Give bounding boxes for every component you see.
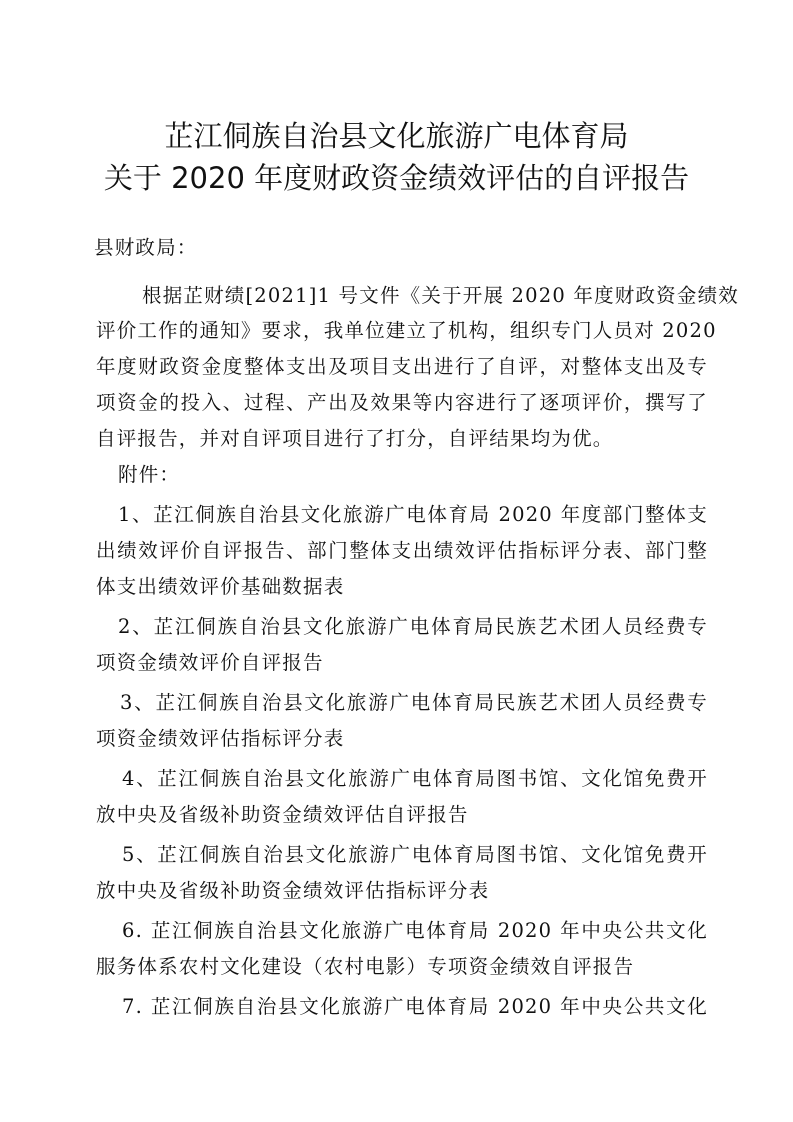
attachment-line: 项资金绩效评价自评报告 bbox=[96, 651, 324, 674]
attachment-line: 6. 芷江侗族自治县文化旅游广电体育局 2020 年中央公共文化 bbox=[122, 919, 708, 942]
attachment-line: 5、芷江侗族自治县文化旅游广电体育局图书馆、文化馆免费开 bbox=[122, 843, 708, 866]
body-line: 自评报告，并对自评项目进行了打分，自评结果均为优。 bbox=[96, 427, 614, 450]
body-line: 年度财政资金度整体支出及项目支出进行了自评，对整体支出及专 bbox=[96, 355, 708, 378]
attachment-line: 出绩效评价自评报告、部门整体支出绩效评估指标评分表、部门整 bbox=[96, 539, 708, 562]
attachment-line: 放中央及省级补助资金绩效评估指标评分表 bbox=[96, 879, 490, 902]
attachment-line: 项资金绩效评估指标评分表 bbox=[96, 727, 345, 750]
attachment-line: 1、芷江侗族自治县文化旅游广电体育局 2020 年度部门整体支 bbox=[118, 503, 708, 526]
salutation: 县财政局： bbox=[94, 236, 198, 259]
attachments-label: 附件： bbox=[118, 463, 181, 486]
attachment-line: 2、芷江侗族自治县文化旅游广电体育局民族艺术团人员经费专 bbox=[118, 615, 708, 638]
attachment-line: 体支出绩效评价基础数据表 bbox=[96, 575, 345, 598]
attachment-line: 放中央及省级补助资金绩效评估自评报告 bbox=[96, 803, 469, 826]
body-line: 根据芷财绩[2021]1 号文件《关于开展 2020 年度财政资金绩效 bbox=[142, 284, 739, 307]
attachment-line: 3、芷江侗族自治县文化旅游广电体育局民族艺术团人员经费专 bbox=[120, 691, 708, 714]
body-line: 项资金的投入、过程、产出及效果等内容进行了逐项评价，撰写了 bbox=[96, 391, 708, 414]
attachment-line: 7. 芷江侗族自治县文化旅游广电体育局 2020 年中央公共文化 bbox=[122, 995, 708, 1018]
document-title-line-1: 芷江侗族自治县文化旅游广电体育局 bbox=[164, 119, 629, 153]
attachment-line: 4、芷江侗族自治县文化旅游广电体育局图书馆、文化馆免费开 bbox=[122, 767, 708, 790]
body-line: 评价工作的通知》要求，我单位建立了机构，组织专门人员对 2020 bbox=[96, 319, 717, 342]
document-title-line-2: 关于 2020 年度财政资金绩效评估的自评报告 bbox=[103, 161, 690, 195]
attachment-line: 服务体系农村文化建设（农村电影）专项资金绩效自评报告 bbox=[96, 955, 635, 978]
